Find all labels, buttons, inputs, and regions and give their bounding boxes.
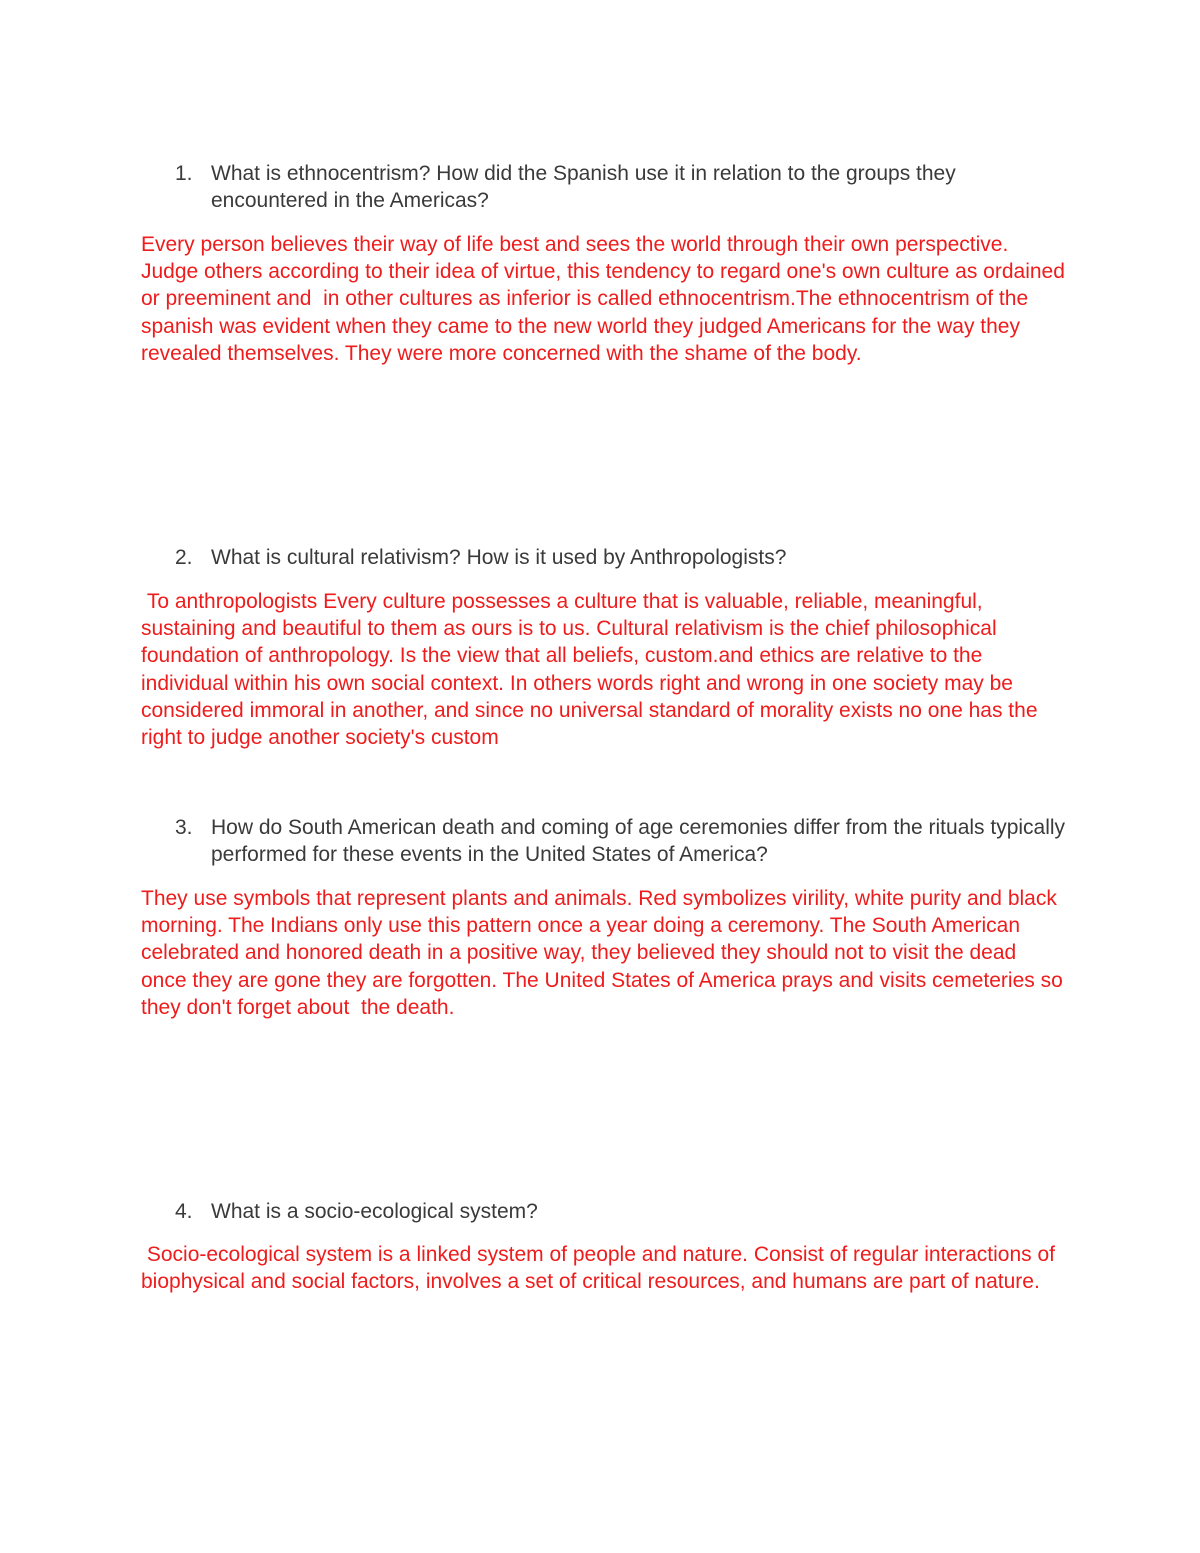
question-text: How do South American death and coming of age ceremonies differ from the rituals typically performed for these events in the United States of America? <box>211 816 1066 866</box>
question-number: 1. <box>175 162 193 185</box>
answer-3: They use symbols that represent plants and animals. Red symbolizes virility, white purity and black morning. The Indians only use this pattern once a year doing a ceremony. The South American celebrated and honored death in a positive way, they believed they should not to visit the dead once they are gone they are forgotten. The United States of America prays and visits cemeteries so they don't forget about the death. <box>141 887 1069 1019</box>
answer-4: Socio-ecological system is a linked system of people and nature. Consist of regular interactions of biophysical and social factors, involves a set of critical resources, and humans are part of nature. <box>141 1243 1061 1294</box>
answer-1: Every person believes their way of life best and sees the world through their own perspective. Judge others according to their idea of virtue, this tendency to regard one's own culture as ordained or preeminent and in other cultures as inferior is called ethnocentrism.The ethnocentrism of the spanish was evident when they came to the new world they judged Americans for the way they revealed themselves. They were more concerned with the shame of the body. <box>141 233 1071 365</box>
question-3 <box>175 814 1075 868</box>
question-2 <box>175 544 1075 571</box>
question-text: What is a socio-ecological system? <box>211 1200 538 1223</box>
question-number: 3. <box>175 816 193 839</box>
question-number: 4. <box>175 1200 193 1223</box>
question-text: What is cultural relativism? How is it used by Anthropologists? <box>211 546 787 569</box>
answer-2: To anthropologists Every culture possesses a culture that is valuable, reliable, meaningful, sustaining and beautiful to them as ours is to us. Cultural relativism is the chief philosophical foundation of anthropology. Is the view that all beliefs, custom.and ethics are relative to the individual within his own social context. In others words right and wrong in one society may be considered immoral in another, and since no universal standard of morality exists no one has the right to judge another society's custom <box>141 590 1044 750</box>
question-4 <box>175 1198 1075 1225</box>
question-text: What is ethnocentrism? How did the Spanish use it in relation to the groups they encountered in the Americas? <box>211 162 956 212</box>
question-1 <box>175 160 1075 214</box>
question-number: 2. <box>175 546 193 569</box>
